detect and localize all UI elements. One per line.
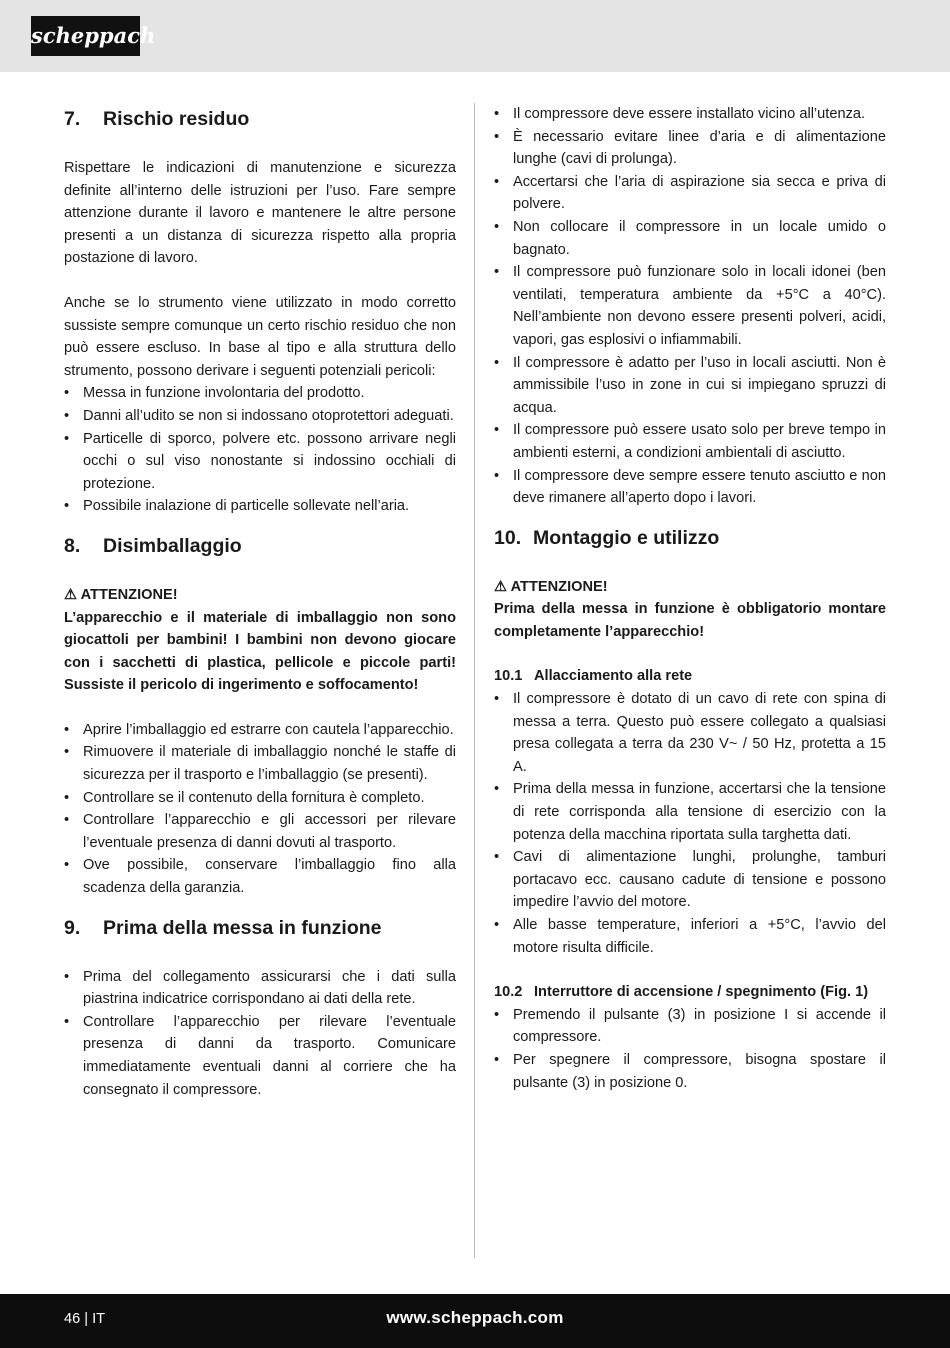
bullet-list [64, 382, 456, 518]
section-number: 9. [64, 916, 81, 939]
section-title: Prima della messa in funzione [103, 916, 382, 939]
page-footer [0, 1294, 950, 1348]
right-column [494, 103, 886, 1094]
section-number: 7. [64, 108, 81, 130]
list-item: • Per spegnere il compressore, bisogna spostare il pulsante (3) in posizione 0. [494, 1049, 886, 1094]
section-number: 10. [494, 526, 522, 549]
list-item: • Prima della messa in funzione, accertarsi che la tensione di rete corrisponda alla tensione di esercizio con la potenza della macchina riportata sulla targhetta dati. [494, 778, 886, 846]
list-item: • Il compressore può essere usato solo per breve tempo in ambienti esterni, a condizioni ambientali di asciutto. [494, 419, 886, 464]
warning-label: ⚠ ATTENZIONE! [494, 578, 608, 595]
column-divider [474, 103, 475, 1258]
list-item: • Controllare l’apparecchio per rilevare l’eventuale presenza di danni da trasporto. Comunicare immediatamente eventuali danni al corriere che ha consegnato il compressore. [64, 1011, 456, 1101]
bullet-list [494, 103, 886, 510]
list-item: • Cavi di alimentazione lunghi, prolunghe, tamburi portacavo ecc. causano cadute di tensione e possono impedire l’avvio del motore. [494, 846, 886, 914]
subsection-10-1-heading [494, 665, 886, 688]
page-header [0, 0, 950, 72]
list-item: • Possibile inalazione di particelle sollevate nell’aria. [64, 495, 456, 518]
section-number: 8. [64, 534, 81, 557]
subsection-10-2-heading [494, 981, 886, 1004]
subsection-number: 10.2 [494, 984, 523, 1001]
warning-label: ⚠ ATTENZIONE! [64, 586, 178, 603]
bullet-list [494, 688, 886, 959]
bullet-list [64, 966, 456, 1102]
list-item: • Il compressore deve sempre essere tenuto asciutto e non deve rimanere all’aperto dopo i lavori. [494, 465, 886, 510]
section-title: Montaggio e utilizzo [533, 526, 720, 549]
warning-text: L’apparecchio e il materiale di imballaggio non sono giocattoli per bambini! I bambini non devono giocare con i sacchetti di plastica, pellicole e piccole parti! Sussiste il pericolo di ingerimento e soffocamento! [64, 609, 456, 694]
list-item: • Messa in funzione involontaria del prodotto. [64, 382, 456, 405]
paragraph: Anche se lo strumento viene utilizzato in modo corretto sussiste sempre comunque un certo rischio residuo che non può essere escluso. In base al tipo e alla struttura dello strumento, possono derivare i seguenti potenziali pericoli: [64, 294, 456, 379]
list-item: • Il compressore è dotato di un cavo di rete con spina di messa a terra. Questo può essere collegato a qualsiasi presa collegata a terra da 230 V~ / 50 Hz, protetta a 15 A. [494, 688, 886, 778]
list-item: • Il compressore è adatto per l’uso in locali asciutti. Non è ammissibile l’uso in zone in cui si impiegano spruzzi di acqua. [494, 352, 886, 420]
list-item: • Non collocare il compressore in un locale umido o bagnato. [494, 216, 886, 261]
list-item: • Controllare se il contenuto della fornitura è completo. [64, 787, 456, 810]
section-9-heading [64, 912, 456, 944]
subsection-title: Interruttore di accensione / spegnimento (Fig. 1) [534, 984, 869, 1001]
list-item: • Controllare l’apparecchio e gli accessori per rilevare l’eventuale presenza di danni dovuti al trasporto. [64, 809, 456, 854]
bullet-list [64, 719, 456, 900]
section-8-heading [64, 530, 456, 562]
list-item: • Particelle di sporco, polvere etc. possono arrivare negli occhi o sul viso nonostante si indossino occhiali di protezione. [64, 428, 456, 496]
list-item: • Rimuovere il materiale di imballaggio nonché le staffe di sicurezza per il trasporto e l’imballaggio (se presenti). [64, 741, 456, 786]
left-column [64, 103, 456, 1101]
list-item: • Accertarsi che l’aria di aspirazione sia secca e priva di polvere. [494, 171, 886, 216]
list-item: • È necessario evitare linee d’aria e di alimentazione lunghe (cavi di prolunga). [494, 126, 886, 171]
list-item: • Premendo il pulsante (3) in posizione I si accende il compressore. [494, 1004, 886, 1049]
list-item: • Alle basse temperature, inferiori a +5°C, l’avvio del motore risulta difficile. [494, 914, 886, 959]
list-item: • Ove possibile, conservare l’imballaggio fino alla scadenza della garanzia. [64, 854, 456, 899]
subsection-number: 10.1 [494, 668, 523, 685]
list-item: • Il compressore può funzionare solo in locali idonei (ben ventilati, temperatura ambiente da +5°C a 40°C). Nell’ambiente non devono essere presenti polveri, acidi, vapori, gas esplosivi o infiammabili. [494, 261, 886, 351]
website-link[interactable]: www.scheppach.com [386, 1308, 564, 1327]
list-item: • Aprire l’imballaggio ed estrarre con cautela l’apparecchio. [64, 719, 456, 742]
page-number: 46 | IT [64, 1311, 106, 1327]
section-title: Disimballaggio [103, 534, 242, 557]
list-item: • Danni all’udito se non si indossano otoprotettori adeguati. [64, 405, 456, 428]
list-item: • Il compressore deve essere installato vicino all’utenza. [494, 103, 886, 126]
warning-text: Prima della messa in funzione è obbligatorio montare completamente l’apparecchio! [494, 601, 886, 640]
section-10-heading [494, 522, 886, 554]
section-title: Rischio residuo [103, 108, 250, 130]
paragraph: Rispettare le indicazioni di manutenzione e sicurezza definite all’interno delle istruzioni per l’uso. Fare sempre attenzione durante il lavoro e mantenere le altre persone presenti a un distanza di sicurezza rispetto alla propria postazione di lavoro. [64, 160, 456, 267]
bullet-list [494, 1004, 886, 1094]
brand-logo: scheppach [31, 16, 140, 56]
list-item: • Prima del collegamento assicurarsi che i dati sulla piastrina indicatrice corrispondano ai dati della rete. [64, 966, 456, 1011]
subsection-title: Allacciamento alla rete [534, 668, 693, 685]
section-7-heading [64, 103, 456, 135]
